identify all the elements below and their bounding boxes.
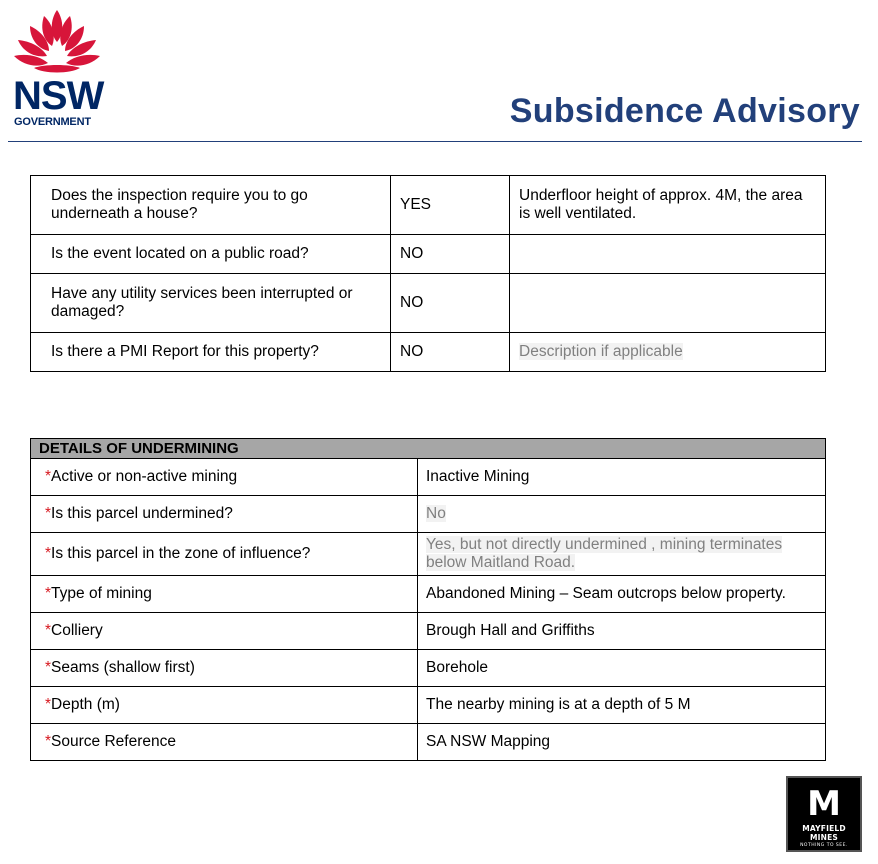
table-row xyxy=(31,274,826,333)
badge-tagline: NOTHING TO SEE. xyxy=(800,843,848,848)
field-label xyxy=(31,496,418,533)
field-value: SA NSW Mapping xyxy=(418,724,826,761)
header-divider xyxy=(8,141,862,142)
field-label-text: Colliery xyxy=(51,622,103,639)
table-row xyxy=(31,724,826,761)
field-label-text: Is this parcel undermined? xyxy=(51,505,233,522)
field-value-text: Yes, but not directly undermined , mining terminates below Maitland Road. xyxy=(426,536,783,571)
required-marker: * xyxy=(45,659,52,676)
question-cell: Have any utility services been interrupted or damaged? xyxy=(31,274,391,333)
required-marker: * xyxy=(45,622,52,639)
field-value xyxy=(418,533,826,576)
question-cell: Is the event located on a public road? xyxy=(31,235,391,274)
table-row xyxy=(31,576,826,613)
field-label xyxy=(31,650,418,687)
answer-cell: YES xyxy=(391,176,510,235)
field-label-text: Is this parcel in the zone of influence? xyxy=(51,545,311,562)
required-marker: * xyxy=(45,505,52,522)
field-value-text: No xyxy=(426,505,446,522)
field-label-text: Type of mining xyxy=(51,585,152,602)
answer-cell: NO xyxy=(391,333,510,372)
table-header-row xyxy=(31,439,826,459)
field-label-text: Depth (m) xyxy=(51,696,120,713)
field-label-text: Source Reference xyxy=(51,733,176,750)
field-value: Borehole xyxy=(418,650,826,687)
field-value: Brough Hall and Griffiths xyxy=(418,613,826,650)
field-label xyxy=(31,687,418,724)
field-label xyxy=(31,459,418,496)
table-row xyxy=(31,176,826,235)
field-label xyxy=(31,576,418,613)
table-row xyxy=(31,235,826,274)
comment-cell: Underfloor height of approx. 4M, the area is well ventilated. xyxy=(510,176,826,235)
comment-cell xyxy=(510,274,826,333)
table-row xyxy=(31,533,826,576)
field-value: The nearby mining is at a depth of 5 M xyxy=(418,687,826,724)
required-marker: * xyxy=(45,585,52,602)
mayfield-mines-badge xyxy=(786,776,862,852)
government-wordmark: GOVERNMENT xyxy=(14,116,91,128)
nsw-wordmark: NSW xyxy=(13,74,104,118)
badge-name: MAYFIELD MINES xyxy=(802,824,846,842)
required-marker: * xyxy=(45,696,52,713)
table-row xyxy=(31,613,826,650)
field-label xyxy=(31,613,418,650)
table-row xyxy=(31,496,826,533)
answer-cell: NO xyxy=(391,274,510,333)
table-row xyxy=(31,687,826,724)
comment-cell xyxy=(510,235,826,274)
undermining-table xyxy=(30,438,826,761)
required-marker: * xyxy=(45,468,52,485)
field-value: Inactive Mining xyxy=(418,459,826,496)
question-cell: Does the inspection require you to go underneath a house? xyxy=(31,176,391,235)
field-label xyxy=(31,724,418,761)
inspection-table xyxy=(30,175,826,372)
field-value xyxy=(418,496,826,533)
field-label-text: Seams (shallow first) xyxy=(51,659,195,676)
comment-cell xyxy=(510,333,826,372)
badge-letter: M xyxy=(807,784,841,824)
table-row xyxy=(31,650,826,687)
field-value: Abandoned Mining – Seam outcrops below property. xyxy=(418,576,826,613)
question-cell: Is there a PMI Report for this property? xyxy=(31,333,391,372)
comment-placeholder: Description if applicable xyxy=(519,343,683,360)
field-label xyxy=(31,533,418,576)
required-marker: * xyxy=(45,733,52,750)
required-marker: * xyxy=(45,545,52,562)
table-row xyxy=(31,333,826,372)
answer-cell: NO xyxy=(391,235,510,274)
table-row xyxy=(31,459,826,496)
section-heading: DETAILS OF UNDERMINING xyxy=(31,439,826,459)
field-label-text: Active or non-active mining xyxy=(51,468,238,485)
page-title: Subsidence Advisory xyxy=(509,92,860,130)
waratah-flower-icon xyxy=(10,8,105,78)
